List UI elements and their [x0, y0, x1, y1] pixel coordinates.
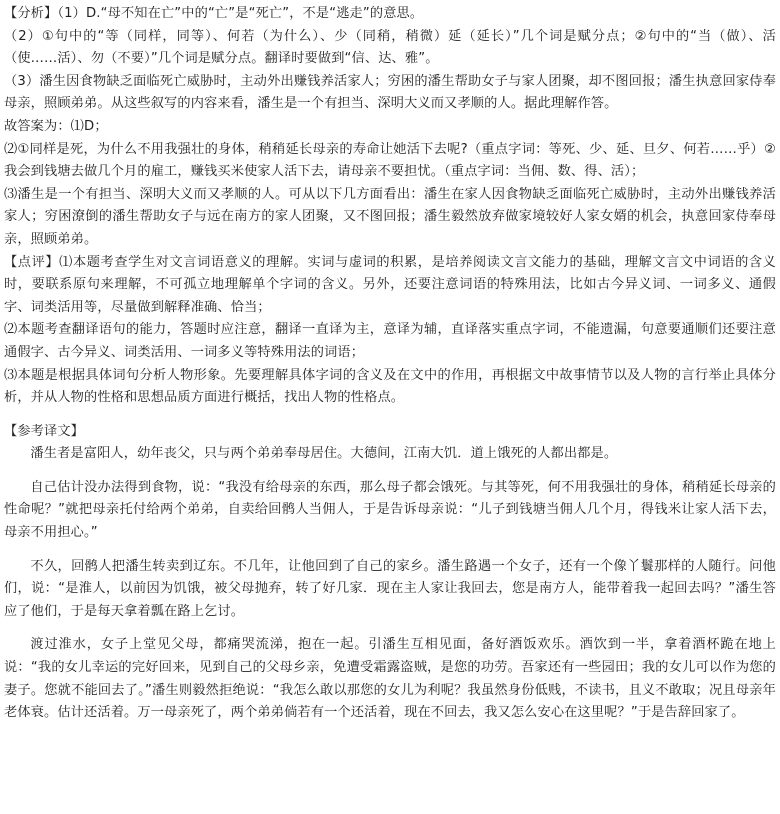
translation-section [4, 421, 776, 725]
analysis-text-1: （1）D.“母不知在亡”中的“亡”是“死亡”，不是“逃走”的意思。 [57, 6, 424, 21]
comment-3: ⑶本题是根据具体词句分析人物形象。先要理解具体字词的含义及在文中的作用，再根据文中故事情节以及人物的言行举止具体分析，并从人物的性格和思想品质方面进行概括，找出人物的性格点。 [4, 367, 776, 406]
translation-label: 【参考译文】 [4, 423, 85, 439]
analysis-paragraph-1 [4, 3, 776, 26]
answer-intro: 故答案为：⑴D； [4, 118, 108, 134]
comment-1: 【点评】⑴本题考查学生对文言词语意义的理解。实词与虚词的积累，是培养阅读文言文能力的基础，理解文言文中词语的含义时，要联系原句来理解，不可孤立地理解单个字词的含义。另外，还要注意词语的特殊用法，比如古今异义词、一词多义、通假字、词类活用等，尽量做到解释准确、恰当； [4, 254, 776, 315]
translation-paragraph-1: 潘生者是富阳人，幼年丧父，只与两个弟弟奉母居住。大德间，江南大饥．道上饿死的人都出都是。 [30, 446, 618, 462]
comment-2: ⑵本题考查翻译语句的能力，答题时应注意，翻译一直译为主，意译为辅，直译落实重点字词，不能遗漏，句意要通顺们还要注意通假字、古今异义、词类活用、一词多义等特殊用法的词语； [4, 322, 776, 360]
analysis-header: 【分析】 [4, 6, 58, 21]
translation-paragraph-4: 渡过淮水，女子上堂见父母，都痛哭流涕，抱在一起。引潘生互相见面，备好酒饭欢乐。酒饮到一半，拿着酒杯跪在地上说：“我的女儿幸运的完好回来，见到自己的父母乡亲，免遭受霜露盗贼，是您的功劳。吾家还有一些园田；我的女儿可以作为您的妻子。您就不能回去了。”潘生则毅然拒绝说：“我怎么敢以那您的女儿为利呢？我虽然身份低贱，不读书，且义不敢取；况且母亲年老体衰。估计还活着。万一母亲死了，两个弟弟倘若有一个还活着，现在不回去，我又怎么安心在这里呢？”于是告辞回家了。 [4, 637, 776, 721]
analysis-paragraph-2: （2）①句中的“等（同样，同等）、何若（为什么）、少（同稍，稍微）延（延长）”几个词是赋分点；②句中的“当（做）、活（使……活）、勿（不要）”几个词是赋分点。翻译时要做到“信、达、雅”。 [4, 28, 776, 67]
translation-paragraph-2: 自己估计没办法得到食物，说：“我没有给母亲的东西，那么母子都会饿死。与其等死，何不用我强壮的身体，稍稍延长母亲的性命呢？”就把母亲托付给两个弟弟，自卖给回鹘人当佣人，于是告诉母亲说：“儿子到钱塘当佣人几个月，得钱米让家人活下去，母亲不用担心。” [4, 479, 776, 541]
analysis-section [4, 3, 776, 410]
answer-3: ⑶潘生是一个有担当、深明大义而又孝顺的人。可从以下几方面看出：潘生在家人因食物缺乏面临死亡威胁时，主动外出赚钱养活家人；穷困潦倒的潘生帮助女子与远在南方的家人团聚，又不图回报；潘生毅然放弃做家境较好人家女婿的机会，执意回家侍奉母亲，照顾弟弟。 [4, 186, 776, 247]
analysis-paragraph-3: （3）潘生因食物缺乏面临死亡威胁时，主动外出赚钱养活家人；穷困的潘生帮助女子与家人团聚，却不图回报；潘生执意回家侍奉母亲，照顾弟弟。从这些叙写的内容来看，潘生是一个有担当、深明大义而又孝顺的人。据此理解作答。 [4, 73, 776, 112]
translation-paragraph-3: 不久，回鹘人把潘生转卖到辽东。不几年，让他回到了自己的家乡。潘生路遇一个女子，还有一个像丫鬟那样的人随行。问他们，说：“是淮人，以前因为饥饿，被父母抛弃，转了好几家．现在主人家让我回去，您是南方人，能带着我一起回去吗？”潘生答应了他们，于是每天拿着瓢在路上乞讨。 [4, 558, 776, 619]
translation-body [4, 443, 776, 725]
answer-2: ⑵①同样是死，为什么不用我强壮的身体，稍稍延长母亲的寿命让她活下去呢?（重点字词：等死、少、延、旦夕、何若……乎）②我会到钱塘去做几个月的雇工，赚钱买米使家人活下去，请母亲不要担忧。（重点字词：当佣、数、得、活）； [4, 141, 776, 180]
